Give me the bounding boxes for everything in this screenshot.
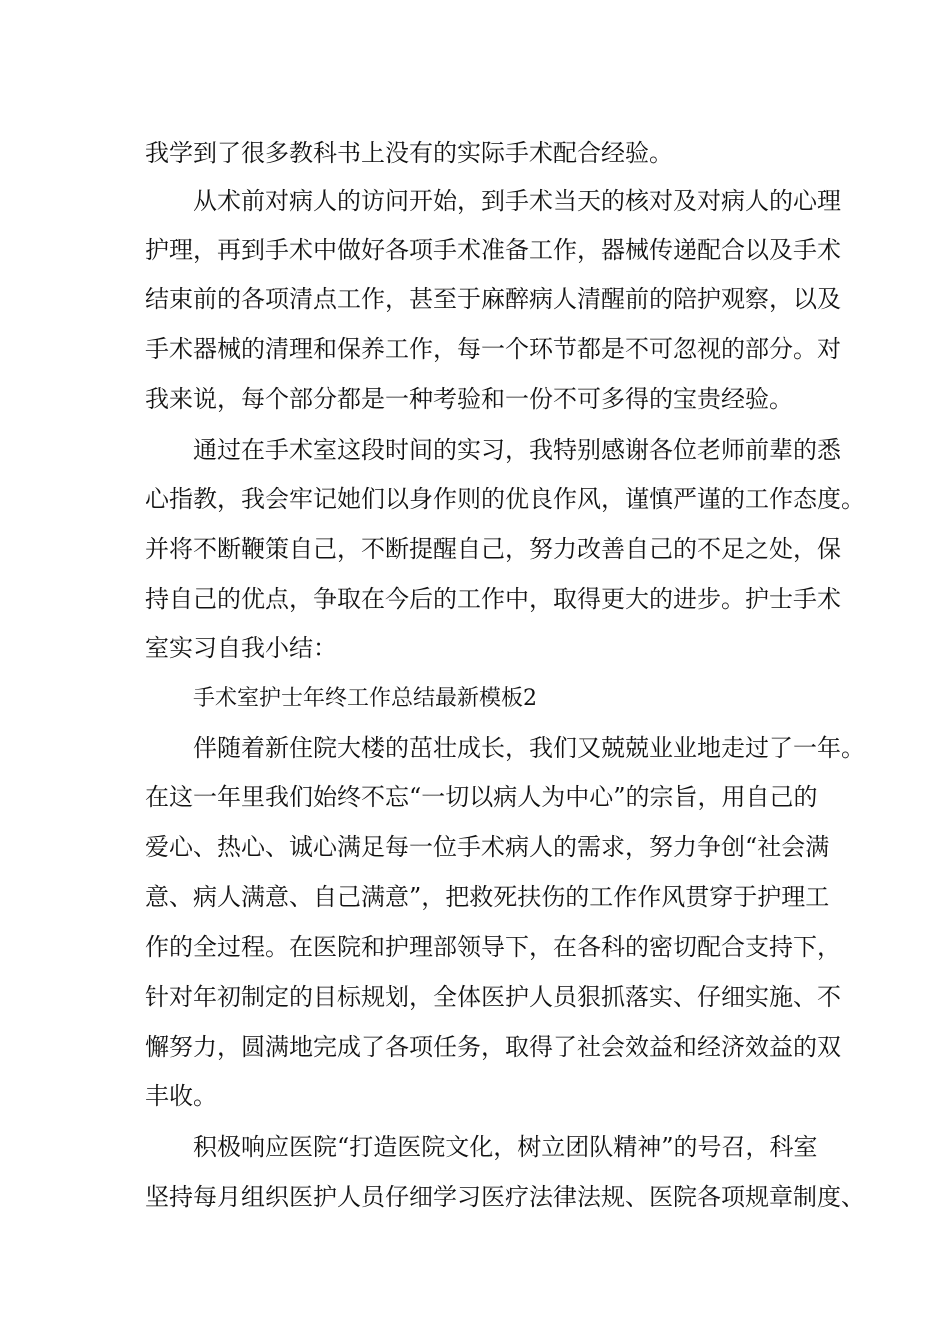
text-line-9: 并将不断鞭策自己，不断提醒自己，努力改善自己的不足之处，保 xyxy=(145,535,841,563)
text-line-1: 我学到了很多教科书上没有的实际手术配合经验。 xyxy=(145,139,673,167)
text-line-16: 意、病人满意、自己满意”，把救死扶伤的工作作风贯穿于护理工 xyxy=(145,883,830,911)
text-line-5: 手术器械的清理和保养工作，每一个环节都是不可忽视的部分。对 xyxy=(145,335,841,363)
text-line-8: 心指教，我会牢记她们以身作则的优良作风，谨慎严谨的工作态度。 xyxy=(145,485,865,513)
text-line-19: 懈努力，圆满地完成了各项任务，取得了社会效益和经济效益的双 xyxy=(145,1033,841,1061)
text-line-6: 我来说，每个部分都是一种考验和一份不可多得的宝贵经验。 xyxy=(145,385,793,413)
paragraph-start-line: 积极响应医院“打造医院文化，树立团队精神”的号召，科室 xyxy=(193,1133,818,1161)
text-line-14: 在这一年里我们始终不忘“一切以病人为中心”的宗旨，用自己的 xyxy=(145,783,818,811)
text-line-17: 作的全过程。在医院和护理部领导下，在各科的密切配合支持下， xyxy=(145,933,841,961)
text-line-20: 丰收。 xyxy=(145,1082,217,1110)
text-line-10: 持自己的优点，争取在今后的工作中，取得更大的进步。护士手术 xyxy=(145,585,841,613)
text-line-22: 坚持每月组织医护人员仔细学习医疗法律法规、医院各项规章制度、 xyxy=(145,1183,865,1211)
paragraph-start-line: 从术前对病人的访问开始，到手术当天的核对及对病人的心理 xyxy=(193,187,841,215)
section-heading: 手术室护士年终工作总结最新模板2 xyxy=(193,686,537,711)
paragraph-start-line: 通过在手术室这段时间的实习，我特别感谢各位老师前辈的悉 xyxy=(193,436,841,464)
paragraph-start-line: 伴随着新住院大楼的茁壮成长，我们又兢兢业业地走过了一年。 xyxy=(193,734,865,762)
text-line-11: 室实习自我小结： xyxy=(145,634,337,662)
text-line-15: 爱心、热心、诚心满足每一位手术病人的需求，努力争创“社会满 xyxy=(145,833,830,861)
text-line-4: 结束前的各项清点工作，甚至于麻醉病人清醒前的陪护观察，以及 xyxy=(145,285,841,313)
text-line-3: 护理，再到手术中做好各项手术准备工作，器械传递配合以及手术 xyxy=(145,236,841,264)
text-line-18: 针对年初制定的目标规划，全体医护人员狠抓落实、仔细实施、不 xyxy=(145,983,841,1011)
